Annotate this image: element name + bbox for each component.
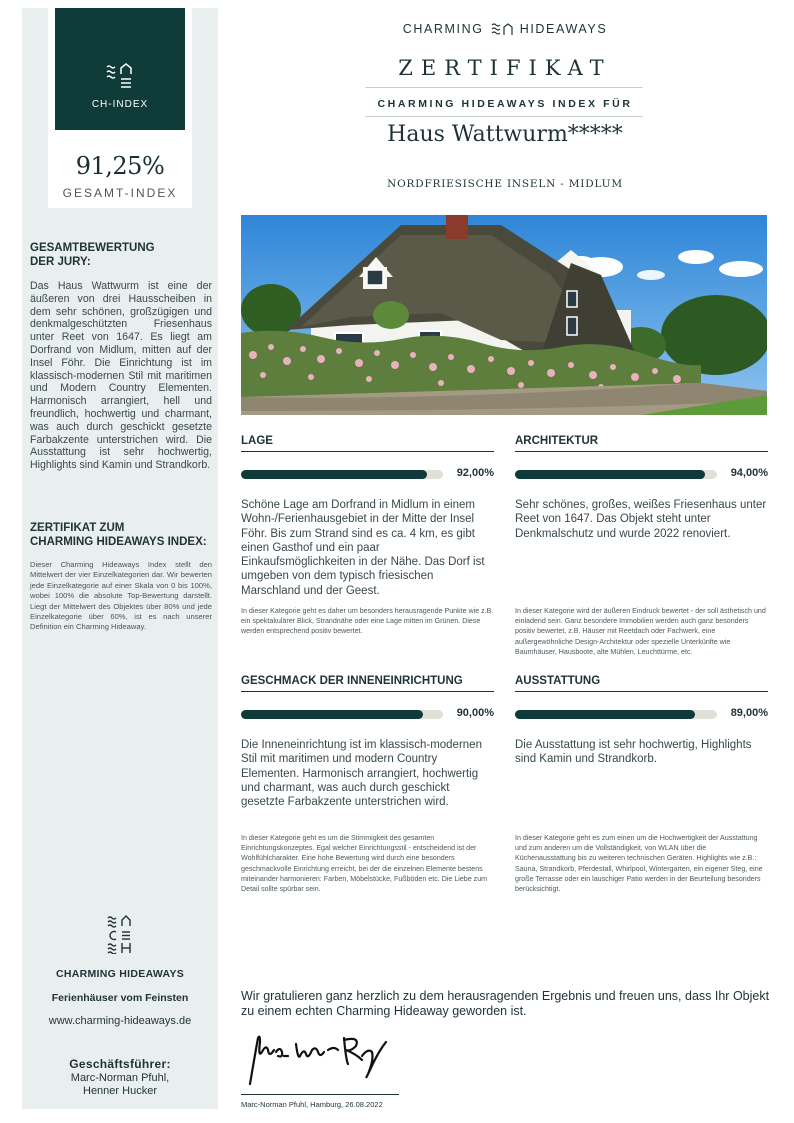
- badge-header: [55, 8, 185, 130]
- cert-heading-line-1: ZERTIFIKAT ZUM: [30, 522, 125, 534]
- manager-name-2: Henner Hucker: [83, 1085, 157, 1097]
- region-label: NORDFRIESISCHE INSELN - MIDLUM: [387, 178, 623, 190]
- category-title: GESCHMACK DER INNENEINRICHTUNG: [241, 675, 494, 692]
- hideaway-logo-icon: [105, 62, 135, 88]
- score-percent: 89,00%: [730, 707, 768, 719]
- score-bar-fill: [241, 470, 427, 479]
- total-score-label: GESAMT-INDEX: [62, 186, 178, 200]
- brand-url-link[interactable]: www.charming-hideaways.de: [48, 1015, 192, 1027]
- score-bar-track: [241, 710, 443, 719]
- category-title: ARCHITEKTUR: [515, 435, 768, 452]
- cert-heading-line-2: CHARMING HIDEAWAYS INDEX:: [30, 536, 207, 548]
- category-title: LAGE: [241, 435, 494, 452]
- badge-label: CH-INDEX: [91, 99, 149, 110]
- jury-heading: [30, 241, 155, 269]
- score-bar: [515, 706, 768, 724]
- manager-heading: Geschäftsführer:: [69, 1057, 171, 1071]
- index-badge: [48, 8, 192, 208]
- score-bar-fill: [241, 710, 423, 719]
- score-percent: 90,00%: [456, 707, 494, 719]
- category-lage: [241, 435, 494, 598]
- signature-image: [244, 1030, 404, 1090]
- cert-heading: [30, 521, 207, 549]
- category-ausstattung: [515, 675, 768, 767]
- certificate-title: ZERTIFIKAT: [398, 56, 612, 80]
- brand-header-logo-icon: [491, 22, 513, 36]
- jury-heading-line-2: DER JURY:: [30, 256, 91, 268]
- score-bar-fill: [515, 710, 695, 719]
- score-bar-fill: [515, 470, 705, 479]
- score-bar-track: [515, 710, 717, 719]
- category-text: Sehr schönes, großes, weißes Friesenhaus unter Reet von 1647. Das Objekt steht unter Denkmalschutz und wurde 2022 renoviert.: [515, 499, 767, 540]
- brand-header: [340, 22, 670, 36]
- category-geschmack: [241, 675, 494, 809]
- brand-name: CHARMING HIDEAWAYS: [55, 968, 185, 980]
- jury-text: Das Haus Wattwurm ist eine der äußeren von drei Hausscheiben in dem sehr schönen, großzügigen und denkmalgeschützten Friesenhaus unter Reet von 1647. Es liegt am Dorfrand von Midlum, mitten auf der Insel Föhr. Die Einrichtung ist im klassisch-modernen Stil mit maritimen und Modern Country Elementen. Harmonisch arrangiert, hell und freundlich, hochwertig und charmant, was auch durch geschickt gesetzte Farbakzente unterstrichen wird. Die Ausstattung ist sehr hochwertig, Highlights sind Kamin und Strandkorb.: [30, 280, 212, 472]
- hideaway-stacked-logo-icon: [106, 914, 134, 954]
- category-note-geschmack: In dieser Kategorie geht es um die Stimmigkeit des gesamten Einrichtungskonzeptes. Egal welcher Einrichtungsstil - entscheidend ist der Wohlfühlcharakter. Eine hohe Bewertung wird durch eine besonders geschmackvolle Einrichtung erreicht, bei der die einzelnen Elemente bestens miteinander harmonieren: Farben, Möbelstücke, Fußböden etc. Die Liebe zum Detail sollte spürbar sein.: [241, 834, 488, 894]
- subtitle-divider: [365, 116, 643, 117]
- signature-line: [241, 1094, 399, 1095]
- index-for-label: CHARMING HIDEAWAYS INDEX FÜR: [377, 98, 633, 110]
- brand-logo-block: [22, 914, 218, 959]
- sidebar: [22, 8, 218, 1109]
- score-bar: [515, 466, 768, 484]
- total-score: 91,25%: [75, 152, 165, 180]
- score-bar-track: [241, 470, 443, 479]
- score-bar: [241, 706, 494, 724]
- score-percent: 92,00%: [456, 467, 494, 479]
- score-bar-track: [515, 470, 717, 479]
- category-text: Schöne Lage am Dorfrand in Midlum in einem Wohn-/Ferienhausgebiet in der Mitte der Insel Föhr. Bis zum Strand sind es ca. 4 km, es gibt einen Gasthof und ein paar Einkaufsmöglichkeiten in der Nähe. Das Dorf ist umgeben von dem typisch friesischen Marschland und der Geest.: [241, 499, 485, 597]
- category-architektur: [515, 435, 768, 541]
- category-text: Die Ausstattung ist sehr hochwertig, Highlights sind Kamin und Strandkorb.: [515, 739, 752, 766]
- category-note-lage: In dieser Kategorie geht es daher um besonders herausragende Punkte wie z.B. ein spektakulärer Blick, Strandnähe oder eine Lage mitten im Grünen. Diese werden entsprechend positiv bewertet.: [241, 607, 494, 636]
- house-name: Haus Wattwurm*****: [387, 122, 623, 147]
- category-text: Die Inneneinrichtung ist im klassisch-modernen Stil mit maritimen und modern Country Elementen. Harmonisch arrangiert, hochwertig und charmant, was auch durch geschickt gesetzte Farbakzente unterstrichen wird.: [241, 739, 482, 809]
- score-percent: 94,00%: [730, 467, 768, 479]
- cert-text: Dieser Charming Hideaways Index stellt den Mittelwert der vier Einzelkategorien dar. Wir bewerten jede Einzelkategorie auf einer Skala von 0 bis 100%, wobei 100% die absolute Top-Bewertung darstellt. Liegt der Mittelwert des Objektes über 80% und jede Einzelkategorie über 60%, ist es nach unserer Definition ein Charming Hideaway.: [30, 560, 212, 632]
- brand-header-right: HIDEAWAYS: [519, 22, 608, 36]
- category-title: AUSSTATTUNG: [515, 675, 768, 692]
- signature-caption: Marc-Norman Pfuhl, Hamburg, 26.08.2022: [241, 1100, 383, 1109]
- title-divider: [365, 87, 643, 88]
- congratulations-text: Wir gratulieren ganz herzlich zu dem herausragenden Ergebnis und freuen uns, dass Ihr Objekt zu einem echten Charming Hideaway geworden ist.: [241, 989, 770, 1018]
- manager-name-1: Marc-Norman Pfuhl,: [70, 1072, 170, 1084]
- house-photo: [241, 215, 767, 415]
- category-note-architektur: In dieser Kategorie wird der äußeren Eindruck bewertet - der soll ästhetisch und einladend sein. Ganz besondere Immobilien werden auch ganz besonders positiv bewertet, z.B. Häuser mit Reetdach oder Fachwerk, eine außergewöhnliche Design-Architektur oder spezielle Unterkünfte wie Baumhäuser, Hausboote, alte Mühlen, Leuchttürme, etc.: [515, 607, 766, 656]
- house-photo-illustration: [241, 215, 767, 415]
- score-bar: [241, 466, 494, 484]
- brand-tagline: Ferienhäuser vom Feinsten: [51, 992, 189, 1004]
- category-note-ausstattung: In dieser Kategorie geht es zum einen um die Hochwertigkeit der Ausstattung und zum anderen um die Vollständigkeit, von WLAN über die Küchenausstattung bis zu weiteren technischen Geräten. Highlights wie z.B.: Sauna, Strandkorb, Pferdestall, Whirlpool, Wintergarten, ein eigener Steg, eine große Terrasse oder ein lauschiger Patio werden in der Beurteilung besonders berücksichtigt.: [515, 834, 763, 894]
- jury-heading-line-1: GESAMTBEWERTUNG: [30, 242, 155, 254]
- brand-header-left: CHARMING: [402, 22, 484, 36]
